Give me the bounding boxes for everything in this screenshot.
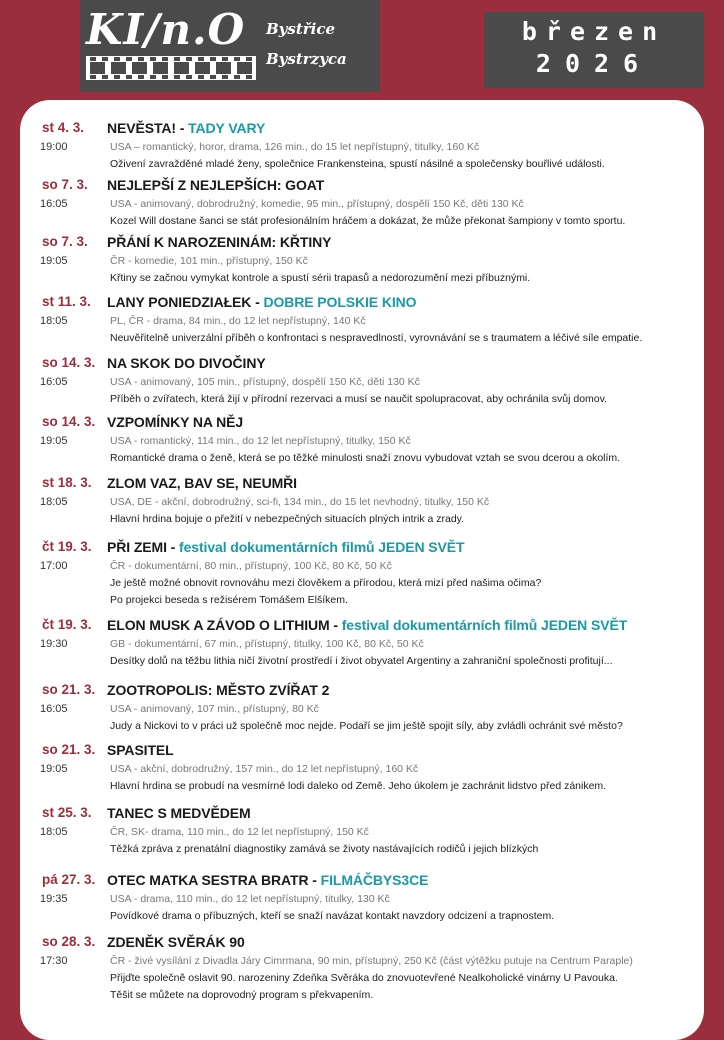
event-title: ZOOTROPOLIS: MĚSTO ZVÍŘAT 2 <box>107 682 330 698</box>
event-title: SPASITEL <box>107 742 174 758</box>
event-title: OTEC MATKA SESTRA BRATR <box>107 872 309 888</box>
event-time: 19:35 <box>40 893 68 905</box>
event-item <box>20 118 704 173</box>
title-separator: - <box>175 120 189 136</box>
event-title-line <box>107 615 627 635</box>
event-date: st 25. 3. <box>42 805 92 820</box>
event-item <box>20 680 704 735</box>
event-description: Příběh o zvířatech, která žijí v přírodní rezervaci a musí se naučit spolupracovat, aby ochránila svůj domov. <box>110 393 608 405</box>
event-description: Křtiny se začnou vymykat kontrole a spustí sérii trapasů a nedorozumění mezi příbuznými. <box>110 272 531 284</box>
event-header <box>20 803 704 823</box>
event-header <box>20 353 704 373</box>
event-date: so 28. 3. <box>42 934 96 949</box>
event-header <box>20 537 704 557</box>
event-date: so 21. 3. <box>42 682 96 697</box>
event-time: 17:00 <box>40 560 68 572</box>
event-info: USA – romantický, horor, drama, 126 min., do 15 let nepřístupný, titulky, 160 Kč <box>110 141 480 153</box>
event-time: 16:05 <box>40 198 68 210</box>
event-item <box>20 473 704 528</box>
event-description: Kozel Will dostane šanci se stát profesionálním hráčem a dokázat, že může překonat šampiony v tomto sportu. <box>110 215 626 227</box>
event-time: 18:05 <box>40 315 68 327</box>
event-title: PŘI ZEMI <box>107 539 167 555</box>
event-header <box>20 175 704 195</box>
event-item <box>20 803 704 858</box>
event-title: TANEC S MEDVĚDEM <box>107 805 251 821</box>
event-meta <box>20 700 704 718</box>
event-description: Těšit se můžete na doprovodný program s překvapením. <box>110 989 374 1001</box>
event-meta <box>20 138 704 156</box>
event-title-line <box>107 870 428 890</box>
event-item <box>20 932 704 1004</box>
event-tag: TADY VARY <box>188 120 266 136</box>
event-date: so 14. 3. <box>42 414 96 429</box>
event-time: 18:05 <box>40 826 68 838</box>
event-item <box>20 412 704 467</box>
logo-town-cz: Bystřice <box>266 20 336 38</box>
event-info: USA - animovaný, 107 min., přístupný, 80 Kč <box>110 703 319 715</box>
event-time: 19:05 <box>40 255 68 267</box>
logo-town-pl: Bystrzyca <box>266 50 347 68</box>
logo-text: KI/n.O <box>86 5 246 54</box>
event-title-line <box>107 680 329 700</box>
event-item <box>20 175 704 230</box>
event-date: st 18. 3. <box>42 475 92 490</box>
event-title-line <box>107 292 416 312</box>
event-description: Po projekci beseda s režisérem Tomášem Elšíkem. <box>110 594 348 606</box>
event-meta <box>20 635 704 653</box>
event-date: čt 19. 3. <box>42 617 92 632</box>
event-info: ČR - komedie, 101 min., přístupný, 150 Kč <box>110 255 308 267</box>
event-date: so 14. 3. <box>42 355 96 370</box>
event-description: Povídkové drama o příbuzných, kteří se snaží navázat kontakt navzdory odcizení a trapnostem. <box>110 910 555 922</box>
event-time: 16:05 <box>40 703 68 715</box>
event-title-line <box>107 803 251 823</box>
event-description: Hlavní hrdina se probudí na vesmírné lodi daleko od Země. Jeho úkolem je zachránit lidstvo před zánikem. <box>110 780 607 792</box>
event-title-line <box>107 118 265 138</box>
event-info: USA - akční, dobrodružný, 157 min., do 12 let nepřístupný, 160 Kč <box>110 763 419 775</box>
event-item <box>20 292 704 347</box>
event-description: Těžká zpráva z prenatální diagnostiky zamává se životy nastávajících rodičů i jejich blízkých <box>110 843 539 855</box>
event-title: VZPOMÍNKY NA NĚJ <box>107 414 244 430</box>
event-description: Je ještě možné obnovit rovnováhu mezi člověkem a přírodou, která mizí před našima očima? <box>110 577 542 589</box>
event-time: 16:05 <box>40 376 68 388</box>
event-meta <box>20 195 704 213</box>
event-time: 19:05 <box>40 763 68 775</box>
event-info: ČR - živé vysílání z Divadla Járy Cimrmana, 90 min, přístupný, 250 Kč (část výtěžku putuje na Centrum Paraple) <box>110 955 633 967</box>
event-time: 19:05 <box>40 435 68 447</box>
event-meta <box>20 890 704 908</box>
event-item <box>20 537 704 609</box>
event-description: Desítky dolů na těžbu lithia ničí životní prostředí i život obyvatel Argentiny a zahraniční společnosti profitují... <box>110 655 613 667</box>
event-date: so 21. 3. <box>42 742 96 757</box>
event-title: NEVĚSTA! <box>107 120 176 136</box>
event-description: Oživení zavražděné mladé ženy, společnice Frankensteina, spustí násilné a společensky bouřlivé události. <box>110 158 605 170</box>
event-title-line <box>107 740 174 760</box>
event-info: USA - romantický, 114 min., do 12 let nepřístupný, titulky, 150 Kč <box>110 435 411 447</box>
event-meta <box>20 312 704 330</box>
event-time: 18:05 <box>40 496 68 508</box>
cinema-logo <box>80 0 380 92</box>
event-title: ELON MUSK A ZÁVOD O LITHIUM <box>107 617 330 633</box>
event-title: PŘÁNÍ K NAROZENINÁM: KŘTINY <box>107 234 332 250</box>
event-meta <box>20 373 704 391</box>
event-date: so 7. 3. <box>42 177 88 192</box>
event-item <box>20 870 704 925</box>
event-description: Romantické drama o ženě, která se po těžké minulosti snaží znovu vybudovat vztah se svou dcerou a okolím. <box>110 452 621 464</box>
event-info: ČR - dokumentární, 80 min., přístupný, 100 Kč, 80 Kč, 50 Kč <box>110 560 392 572</box>
event-meta <box>20 952 704 970</box>
event-description: Hlavní hrdina bojuje o přežití v nebezpečných situacích plných intrik a zrady. <box>110 513 465 525</box>
event-tag: festival dokumentárních filmů JEDEN SVĚT <box>179 539 465 555</box>
event-item <box>20 232 704 287</box>
event-header <box>20 412 704 432</box>
event-date: pá 27. 3. <box>42 872 96 887</box>
event-title: NEJLEPŠÍ Z NEJLEPŠÍCH: GOAT <box>107 177 325 193</box>
event-header <box>20 473 704 493</box>
event-header <box>20 740 704 760</box>
month-year: 2026 <box>535 49 653 78</box>
month-name: březen <box>521 17 667 46</box>
event-tag: FILMÁČBYS3CE <box>320 872 429 888</box>
event-date: st 11. 3. <box>42 294 91 309</box>
event-time: 19:30 <box>40 638 68 650</box>
event-header <box>20 615 704 635</box>
event-date: st 4. 3. <box>42 120 85 135</box>
event-title-line <box>107 537 464 557</box>
event-meta <box>20 823 704 841</box>
title-separator: - <box>308 872 321 888</box>
event-header <box>20 870 704 890</box>
event-header <box>20 232 704 252</box>
event-date: čt 19. 3. <box>42 539 92 554</box>
event-info: ČR, SK- drama, 110 min., do 12 let nepřístupný, 150 Kč <box>110 826 369 838</box>
event-meta <box>20 252 704 270</box>
event-header <box>20 932 704 952</box>
event-title: ZDENĚK SVĚRÁK 90 <box>107 934 245 950</box>
event-meta <box>20 493 704 511</box>
event-tag: festival dokumentárních filmů JEDEN SVĚT <box>341 617 628 633</box>
event-info: GB - dokumentární, 67 min., přístupný, titulky, 100 Kč, 80 Kč, 50 Kč <box>110 638 424 650</box>
event-item <box>20 615 704 670</box>
month-badge <box>484 12 704 88</box>
event-item <box>20 740 704 795</box>
event-title-line <box>107 175 324 195</box>
event-description: Judy a Nickovi to v práci už společně moc nejde. Podaří se jim ještě spojit síly, aby zvládli ochránit své město? <box>110 720 623 732</box>
event-meta <box>20 432 704 450</box>
event-header <box>20 118 704 138</box>
title-separator: - <box>329 617 342 633</box>
event-info: USA - drama, 110 min., do 12 let nepřístupný, titulky, 130 Kč <box>110 893 390 905</box>
filmstrip-icon <box>86 56 256 80</box>
event-info: USA, DE - akční, dobrodružný, sci-fi, 134 min., do 15 let nevhodný, titulky, 150 Kč <box>110 496 490 508</box>
title-separator: - <box>166 539 180 555</box>
event-tag: DOBRE POLSKIE KINO <box>263 294 417 310</box>
event-time: 19:00 <box>40 141 68 153</box>
event-time: 17:30 <box>40 955 68 967</box>
event-title-line <box>107 353 266 373</box>
event-title: LANY PONIEDZIAŁEK <box>107 294 252 310</box>
event-title-line <box>107 412 243 432</box>
event-title-line <box>107 232 331 252</box>
event-item <box>20 353 704 408</box>
event-title-line <box>107 473 297 493</box>
event-header <box>20 292 704 312</box>
event-title: NA SKOK DO DIVOČINY <box>107 355 266 371</box>
event-info: PL, ČR - drama, 84 min., do 12 let nepřístupný, 140 Kč <box>110 315 366 327</box>
event-header <box>20 680 704 700</box>
title-separator: - <box>251 294 264 310</box>
event-title: ZLOM VAZ, BAV SE, NEUMŘI <box>107 475 297 491</box>
event-info: USA - animovaný, 105 min., přístupný, dospělí 150 Kč, děti 130 Kč <box>110 376 420 388</box>
event-info: USA - animovaný, dobrodružný, komedie, 95 min., přístupný, dospělí 150 Kč, děti 130 Kč <box>110 198 524 210</box>
event-title-line <box>107 932 245 952</box>
event-date: so 7. 3. <box>42 234 88 249</box>
event-meta <box>20 557 704 575</box>
event-description: Přijďte společně oslavit 90. narozeniny Zdeňka Svěráka do znovuotevřené Nealkoholické vinárny U Pavouka. <box>110 972 618 984</box>
event-description: Neuvěřitelně univerzální příběh o konfrontaci s nespravedlností, vyrovnávání se s traumatem a léčivé síle empatie. <box>110 332 643 344</box>
event-meta <box>20 760 704 778</box>
